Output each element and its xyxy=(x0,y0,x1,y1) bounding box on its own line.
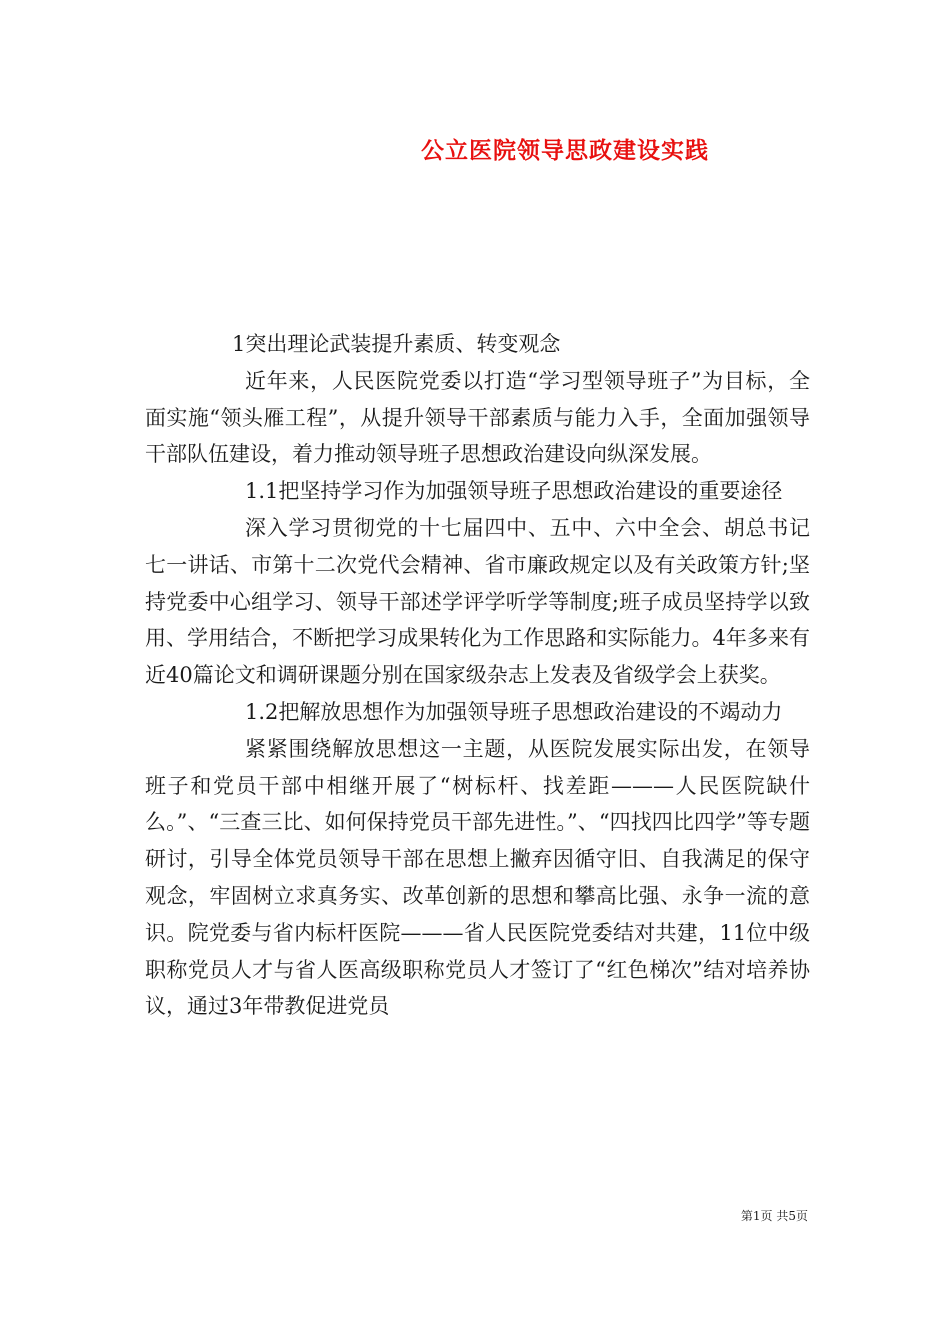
document-body xyxy=(145,326,810,1025)
page-number-footer: 第1页 共5页 xyxy=(740,1209,808,1223)
paragraph-2: 深入学习贯彻党的十七届四中、五中、六中全会、胡总书记七一讲话、市第十二次党代会精神、省市廉政规定以及有关政策方针;坚持党委中心组学习、领导干部述学评学听学等制度;班子成员坚持学以致用、学用结合，不断把学习成果转化为工作思路和实际能力。4年多来有近40篇论文和调研课题分别在国家级杂志上发表及省级学会上获奖。 xyxy=(145,515,810,688)
paragraph-1: 近年来，人民医院党委以打造“学习型领导班子”为目标，全面实施“领头雁工程”，从提升领导干部素质与能力入手，全面加强领导干部队伍建设，着力推动领导班子思想政治建设向纵深发展。 xyxy=(145,368,810,467)
section-heading-1-1: 1.1把坚持学习作为加强领导班子思想政治建设的重要途径 xyxy=(245,479,783,504)
document-title: 公立医院领导思政建设实践 xyxy=(421,137,709,164)
section-heading-1-2: 1.2把解放思想作为加强领导班子思想政治建设的不竭动力 xyxy=(245,699,783,724)
paragraph-3: 紧紧围绕解放思想这一主题，从医院发展实际出发，在领导班子和党员干部中相继开展了“树标杆、找差距———人民医院缺什么。”、“三查三比、如何保持党员干部先进性。”、“四找四比四学”等专题研讨，引导全体党员领导干部在思想上撇弃因循守旧、自我满足的保守观念，牢固树立求真务实、改革创新的思想和攀高比强、永争一流的意识。院党委与省内标杆医院———省人民医院党委结对共建，11位中级职称党员人才与省人医高级职称党员人才签订了“红色梯次”结对培养协议，通过3年带教促进党员 xyxy=(145,736,810,1019)
section-heading-1: 1突出理论武装提升素质、转变观念 xyxy=(232,332,561,356)
